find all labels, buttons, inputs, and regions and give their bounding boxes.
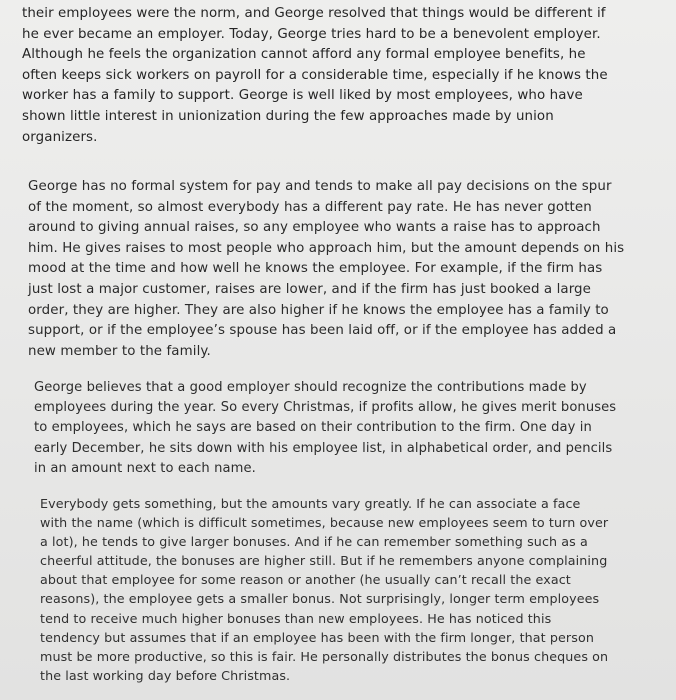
text-line: him. He gives raises to most people who approach him, but the amount depends on his xyxy=(28,240,625,256)
text-line: cheerful attitude, the bonuses are higher still. But if he remembers anyone complaining xyxy=(40,553,608,569)
text-line: around to giving annual raises, so any employee who wants a raise has to approach xyxy=(28,220,601,236)
paragraph-2 xyxy=(28,177,624,362)
text-line: a lot), he tends to give larger bonuses. And if he can remember something such as a xyxy=(40,534,588,550)
text-line: shown little interest in unionization during the few approaches made by union xyxy=(22,108,554,124)
text-line: new member to the family. xyxy=(28,343,211,359)
text-line: mood at the time and how well he knows the employee. For example, if the firm has xyxy=(28,261,603,277)
text-line: just lost a major customer, raises are lower, and if the firm has just booked a large xyxy=(28,281,592,297)
paragraph-3 xyxy=(34,378,616,479)
text-line: Everybody gets something, but the amounts vary greatly. If he can associate a face xyxy=(40,496,581,511)
text-line: with the name (which is difficult sometimes, because new employees seem to turn over xyxy=(40,515,609,531)
text-line: support, or if the employee’s spouse has been laid off, or if the employee has added a xyxy=(28,323,617,339)
text-line: tend to receive much higher bonuses than new employees. He has noticed this xyxy=(40,610,552,626)
text-line: George has no formal system for pay and tends to make all pay decisions on the spur xyxy=(28,179,612,194)
text-line: employees during the year. So every Christmas, if profits allow, he gives merit bonuses xyxy=(34,400,617,416)
text-line: often keeps sick workers on payroll for a considerable time, especially if he knows the xyxy=(22,67,608,83)
text-line: worker has a family to support. George is well liked by most employees, who have xyxy=(22,88,583,104)
paragraph-1 xyxy=(22,4,608,148)
text-line: early December, he sits down with his employee list, in alphabetical order, and pencils xyxy=(34,440,613,456)
text-line: organizers. xyxy=(22,129,98,145)
text-line: he ever became an employer. Today, George tries hard to be a benevolent employer. xyxy=(22,26,601,42)
text-line: of the moment, so almost everybody has a different pay rate. He has never gotten xyxy=(28,199,592,215)
text-line: the last working day before Christmas. xyxy=(40,667,291,683)
paragraph-4 xyxy=(40,494,608,685)
text-line: George believes that a good employer should recognize the contributions made by xyxy=(34,380,587,395)
text-line: their employees were the norm, and George resolved that things would be different if xyxy=(22,6,606,21)
text-line: tendency but assumes that if an employee has been with the firm longer, that person xyxy=(40,629,594,645)
text-line: in an amount next to each name. xyxy=(34,460,256,476)
text-line: about that employee for some reason or another (he usually can’t recall the exact xyxy=(40,572,571,588)
text-line: order, they are higher. They are also higher if he knows the employee has a family to xyxy=(28,302,609,318)
text-line: Although he feels the organization cannot afford any formal employee benefits, he xyxy=(22,47,586,63)
text-line: must be more productive, so this is fair. He personally distributes the bonus cheques on xyxy=(40,648,609,664)
text-line: to employees, which he says are based on their contribution to the firm. One day in xyxy=(34,420,592,436)
text-line: reasons), the employee gets a smaller bonus. Not surprisingly, longer term employees xyxy=(40,591,600,607)
